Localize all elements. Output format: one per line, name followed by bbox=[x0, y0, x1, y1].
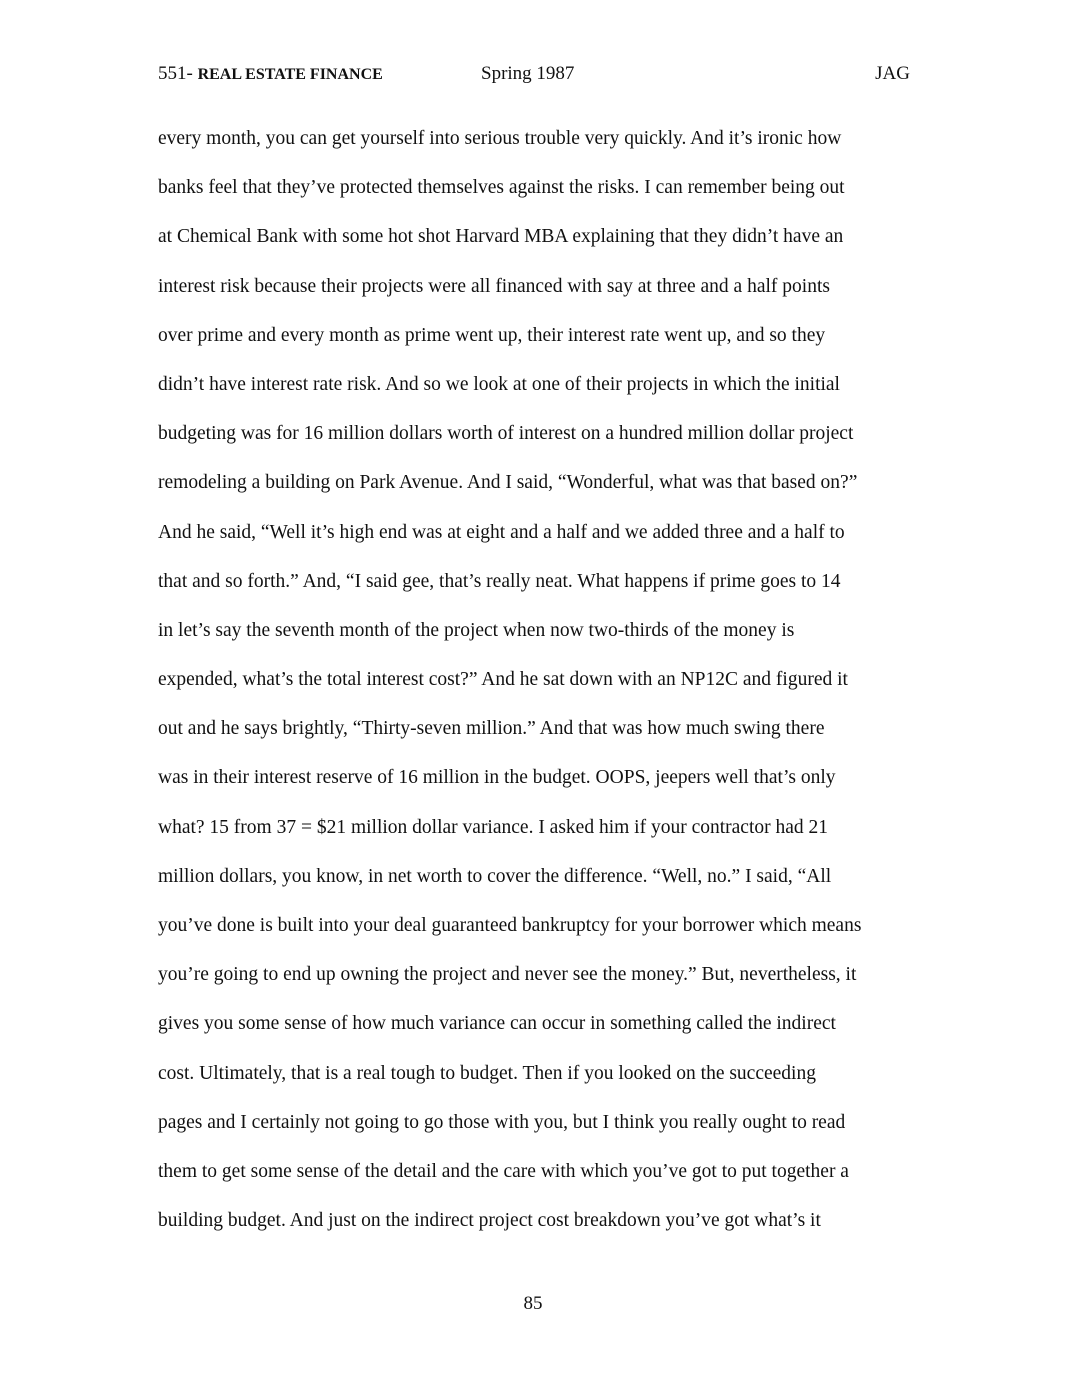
text-line: gives you some sense of how much variance can occur in something called the indirect bbox=[158, 1013, 836, 1035]
text-line: at Chemical Bank with some hot shot Harvard MBA explaining that they didn’t have an bbox=[158, 226, 844, 248]
text-line: you’re going to end up owning the project and never see the money.” But, nevertheless, it bbox=[158, 964, 857, 986]
text-line: in let’s say the seventh month of the project when now two-thirds of the money is bbox=[158, 619, 795, 641]
course-title: REAL ESTATE FINANCE bbox=[197, 66, 383, 83]
text-line: was in their interest reserve of 16 million in the budget. OOPS, jeepers well that’s only bbox=[158, 767, 836, 789]
author-initials: JAG bbox=[875, 63, 910, 84]
text-line: that and so forth.” And, “I said gee, that’s really neat. What happens if prime goes to 14 bbox=[158, 570, 841, 592]
text-line: budgeting was for 16 million dollars worth of interest on a hundred million dollar project bbox=[158, 423, 854, 445]
text-line: over prime and every month as prime went up, their interest rate went up, and so they bbox=[158, 324, 826, 346]
text-line: expended, what’s the total interest cost?” And he sat down with an NP12C and figured it bbox=[158, 669, 848, 691]
course-number: 551- bbox=[158, 63, 193, 84]
page-number: 85 bbox=[523, 1293, 543, 1314]
term-label: Spring 1987 bbox=[481, 63, 575, 84]
text-line: interest risk because their projects were all financed with say at three and a half points bbox=[158, 275, 830, 297]
text-line: building budget. And just on the indirect project cost breakdown you’ve got what’s it bbox=[158, 1210, 821, 1232]
text-line: didn’t have interest rate risk. And so we look at one of their projects in which the initial bbox=[158, 373, 840, 395]
transcript-body bbox=[158, 114, 918, 1245]
page-header bbox=[158, 63, 910, 89]
text-line: And he said, “Well it’s high end was at eight and a half and we added three and a half to bbox=[158, 521, 845, 543]
text-line: every month, you can get yourself into serious trouble very quickly. And it’s ironic how bbox=[158, 128, 842, 149]
text-line: you’ve done is built into your deal guaranteed bankruptcy for your borrower which means bbox=[158, 915, 862, 936]
text-line: banks feel that they’ve protected themselves against the risks. I can remember being out bbox=[158, 177, 845, 199]
text-line: million dollars, you know, in net worth to cover the difference. “Well, no.” I said, “All bbox=[158, 865, 832, 887]
text-line: pages and I certainly not going to go those with you, but I think you really ought to read bbox=[158, 1111, 846, 1133]
text-line: out and he says brightly, “Thirty-seven million.” And that was how much swing there bbox=[158, 718, 825, 740]
text-line: what? 15 from 37 = $21 million dollar variance. I asked him if your contractor had 21 bbox=[158, 816, 829, 838]
text-line: cost. Ultimately, that is a real tough to budget. Then if you looked on the succeeding bbox=[158, 1062, 816, 1084]
course-label bbox=[158, 63, 383, 85]
text-line: them to get some sense of the detail and the care with which you’ve got to put together a bbox=[158, 1160, 849, 1182]
text-line: remodeling a building on Park Avenue. And I said, “Wonderful, what was that based on?” bbox=[158, 472, 858, 494]
